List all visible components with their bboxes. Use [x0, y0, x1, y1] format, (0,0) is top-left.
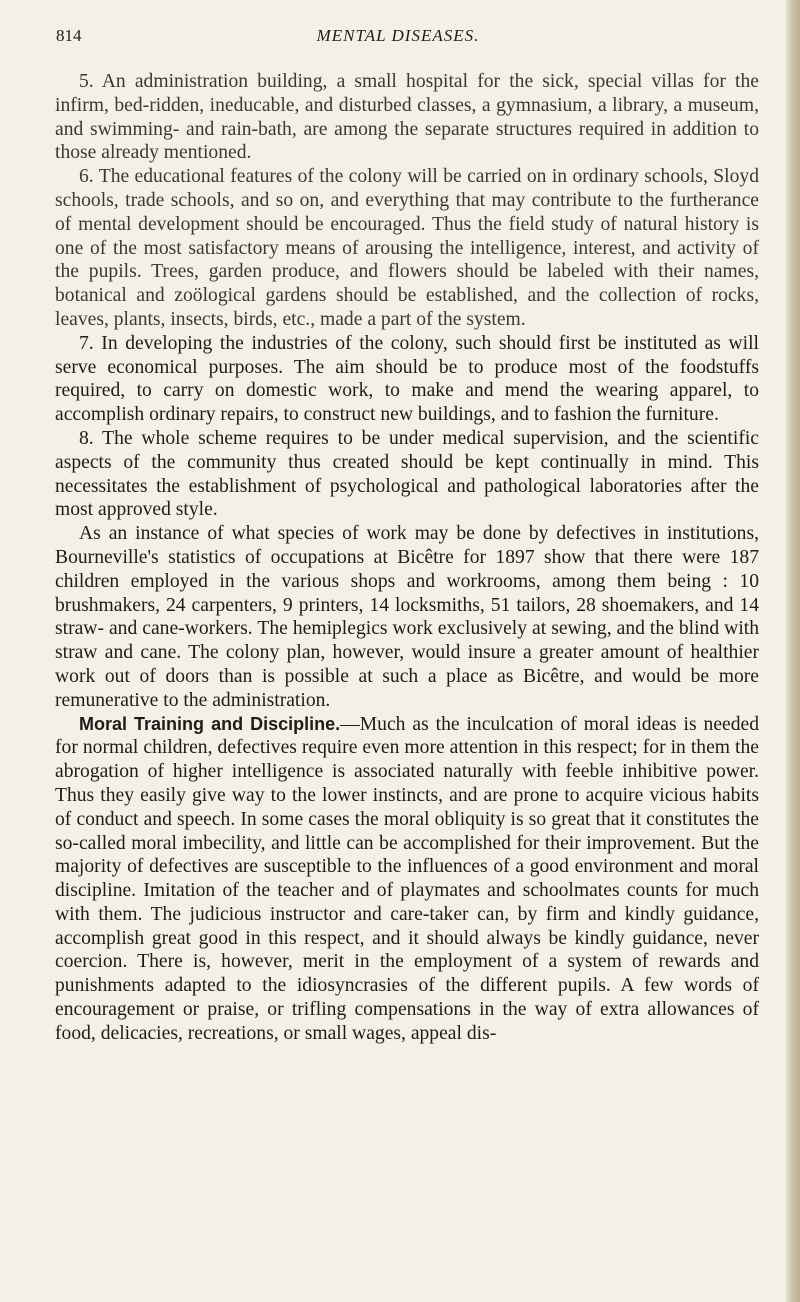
running-head: MENTAL DISEASES.	[316, 26, 480, 45]
paragraph-item-5: 5. An administration building, a small hospital for the sick, special villas for the infirm, bed-ridden, ineducable, and disturbed classes, a gymnasium, a library, a museum, and swimming- and rain-bath, are among the separate structures required in addition to those already mentioned.	[55, 71, 759, 164]
paragraph-moral-training-text: —Much as the inculcation of moral ideas is needed for normal children, defectives require even more attention in this respect; for in them the abrogation of higher intelligence is associated naturally with feeble inhibitive power. Thus they easily give way to the lower instincts, and are prone to acquire vicious habits of conduct and speech. In some cases the moral obliquity is so great that it constitutes the so-called moral imbecility, and little can be accomplished for their improvement. But the majority of defectives are susceptible to the influences of a good environment and moral discipline. Imitation of the teacher and of playmates and schoolmates counts for much with them. The judicious instructor and care-taker can, by firm and kindly guidance, accomplish great good in this respect, and it should always be kindly guidance, never coercion. There is, however, merit in the employment of a system of rewards and punishments adapted to the idiosyncrasies of the different pupils. A few words of encouragement or praise, or trifling compensations in the way of extra allowances of food, delicacies, recreations, or small wages, appeal dis-	[55, 713, 760, 1044]
page-number: 814	[56, 26, 82, 45]
body-text	[55, 70, 759, 1046]
paragraph-bicetre-statistics: As an instance of what species of work may be done by defectives in institutions, Bourneville's statistics of occupations at Bicêtre for 1897 show that there were 187 children employed in the various shops and workrooms, among them being : 10 brushmakers, 24 carpenters, 9 printers, 14 locksmiths, 51 tailors, 28 shoemakers, and 14 straw- and cane-workers. The hemiplegics work exclusively at sewing, and the blind with straw and cane. The colony plan, however, would insure a greater amount of healthier work out of doors than is possible at such a place as Bicêtre, and would be more remunerative to the administration.	[55, 523, 759, 711]
paragraph-moral-training	[55, 713, 759, 1046]
paragraph-item-7: 7. In developing the industries of the colony, such should first be instituted as will serve economical purposes. The aim should be to produce most of the foodstuffs required, to carry on domestic work, to make and mend the wearing apparel, to accomplish ordinary repairs, to construct new buildings, and to fashion the furniture.	[55, 332, 759, 426]
section-run-in-heading: Moral Training and Discipline.	[79, 713, 341, 734]
page-header	[56, 26, 740, 48]
paragraph-item-8: 8. The whole scheme requires to be under medical supervision, and the scientific aspects of the community thus created should be kept continually in mind. This necessitates the establishment of psychological and pathological laboratories after the most approved style.	[55, 427, 759, 521]
page-edge-shadow	[786, 0, 800, 1302]
paragraph-item-6: 6. The educational features of the colony will be carried on in ordinary schools, Sloyd schools, trade schools, and so on, and everything that may contribute to the furtherance of mental development should be encouraged. Thus the field study of natural history is one of the most satisfactory means of arousing the intelligence, interest, and activity of the pupils. Trees, garden produce, and flowers should be labeled with their names, botanical and zoölogical gardens should be established, and the collection of rocks, leaves, plants, insects, birds, etc., made a part of the system.	[55, 166, 759, 330]
